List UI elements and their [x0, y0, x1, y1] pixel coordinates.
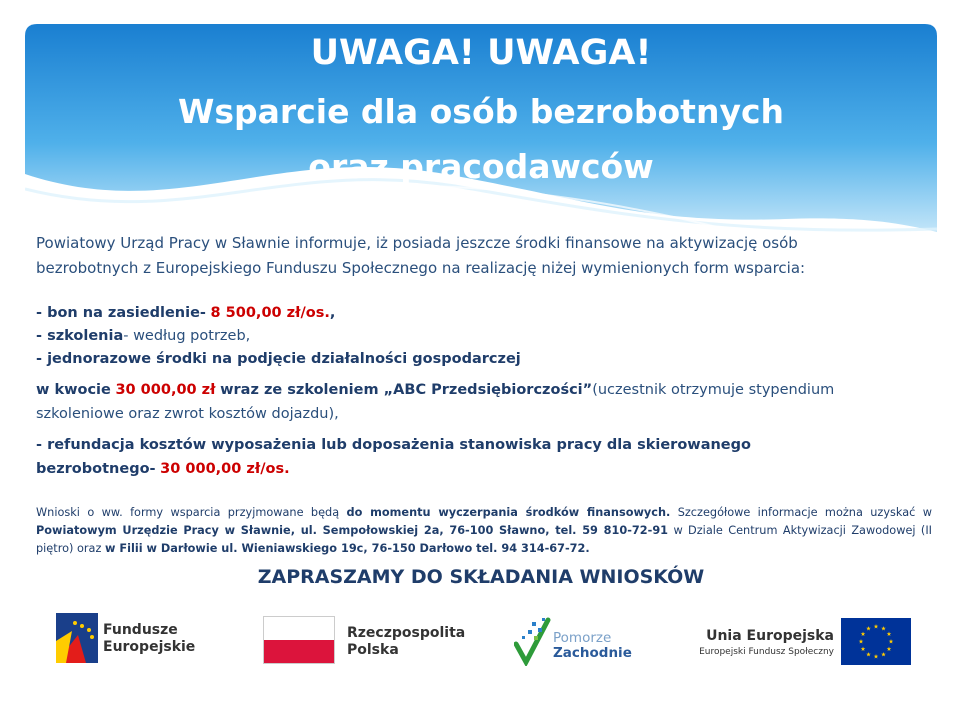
support-item-srodki-note — [36, 403, 914, 425]
logo-line: Unia Europejska — [706, 628, 834, 644]
item-label: - refundacja kosztów wyposażenia lub doposażenia stanowiska pracy dla skierowanego — [36, 437, 751, 453]
info-paragraph — [36, 504, 932, 558]
logo-line: Zachodnie — [553, 645, 632, 661]
intro-line-2: bezrobotnych z Europejskiego Funduszu Społecznego na realizację niżej wymienionych form wsparcia: — [36, 259, 806, 277]
amount: 30 000,00 zł — [115, 382, 216, 398]
item-punct: , — [329, 305, 336, 321]
support-item-bon — [36, 302, 914, 324]
support-item-refundacja-amount — [36, 458, 914, 480]
item-note: szkoleniowe oraz zwrot kosztów dojazdu), — [36, 406, 339, 422]
amount: 30 000,00 zł/os. — [160, 461, 290, 477]
info-text: w Dziale Centrum Aktywizacji Zawodowej (II piętro) oraz — [36, 524, 932, 555]
logo-line: Polska — [347, 642, 399, 658]
info-bold: Powiatowym Urzędzie Pracy w Sławnie, ul. Sempołowskiej 2a, 76-100 Sławno, tel. 59 810-72-91 — [36, 524, 669, 537]
item-prefix: w kwocie — [36, 382, 111, 398]
item-text: - według potrzeb, — [123, 328, 251, 344]
info-text: Szczegółowe informacje można uzyskać w — [677, 506, 933, 519]
support-item-srodki-amount — [36, 379, 914, 401]
rzeczpospolita-polska-label — [347, 625, 465, 659]
fundusze-europejskie-logo-icon — [56, 613, 98, 663]
amount: 8 500,00 zł/os. — [210, 305, 330, 321]
info-text: Wnioski o ww. formy wsparcia przyjmowane będą — [36, 506, 340, 519]
item-label: bezrobotnego- — [36, 461, 156, 477]
item-label: - szkolenia — [36, 328, 124, 344]
intro-line-1: Powiatowy Urząd Pracy w Sławnie informuje, iż posiada jeszcze środki finansowe na aktywizację osób — [36, 234, 798, 252]
item-label: - bon na zasiedlenie- — [36, 305, 206, 321]
eu-flag-icon — [841, 618, 911, 665]
item-label: - jednorazowe środki na podjęcie działalności gospodarczej — [36, 351, 521, 367]
title-line-3: oraz pracodawców — [308, 147, 654, 186]
support-item-refundacja — [36, 434, 914, 456]
logo-line: Pomorze — [553, 630, 612, 646]
title-line-1: UWAGA! UWAGA! — [310, 33, 652, 73]
item-mid: wraz ze szkoleniem „ABC Przedsiębiorczości” — [220, 382, 593, 398]
logo-line: Europejskie — [103, 639, 196, 655]
support-item-szkolenia — [36, 325, 914, 347]
info-bold: w Filii w Darłowie ul. Wieniawskiego 19c, 76-150 Darłowo tel. 94 314-67-72. — [105, 542, 590, 555]
logo-line: Fundusze — [103, 622, 178, 638]
invite-heading: ZAPRASZAMY DO SKŁADANIA WNIOSKÓW — [257, 566, 705, 588]
title-line-2: Wsparcie dla osób bezrobotnych — [177, 92, 785, 131]
info-bold: do momentu wyczerpania środków finansowych. — [346, 506, 671, 519]
support-item-srodki — [36, 348, 914, 370]
pomorze-zachodnie-logo-icon — [514, 614, 554, 666]
polish-flag-icon — [263, 616, 335, 664]
unia-europejska-label — [682, 628, 834, 659]
logo-line: Europejski Fundusz Społeczny — [699, 647, 834, 657]
fundusze-europejskie-label — [103, 622, 195, 656]
logo-line: Rzeczpospolita — [347, 625, 466, 641]
item-note: (uczestnik otrzymuje stypendium — [592, 382, 835, 398]
pomorze-zachodnie-label — [553, 631, 632, 661]
